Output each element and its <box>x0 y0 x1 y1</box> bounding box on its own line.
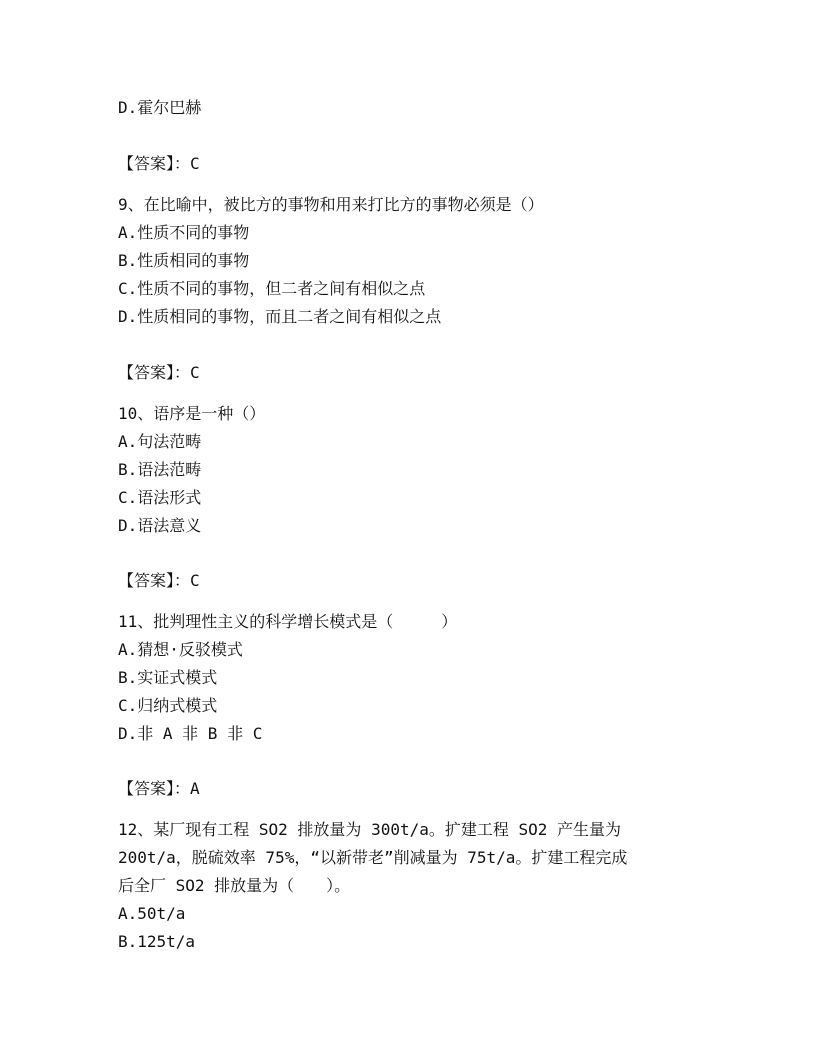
option-c-q9: C.性质不同的事物，但二者之间有相似之点 <box>118 279 426 298</box>
option-d-q11: D.非 A 非 B 非 C <box>118 724 263 743</box>
question-12-line-2: 200t/a，脱硫效率 75%，“以新带老”削减量为 75t/a。扩建工程完成 <box>118 848 628 867</box>
question-10: 10、语序是一种（） <box>118 404 266 423</box>
option-b-q9: B.性质相同的事物 <box>118 251 250 270</box>
option-a-q9: A.性质不同的事物 <box>118 223 250 242</box>
option-d-q8: D.霍尔巴赫 <box>118 98 202 117</box>
question-9: 9、在比喻中，被比方的事物和用来打比方的事物必须是（） <box>118 195 544 214</box>
option-b-q10: B.语法范畴 <box>118 460 202 479</box>
answer-q11: 【答案】：A <box>118 779 200 798</box>
option-d-q9: D.性质相同的事物，而且二者之间有相似之点 <box>118 307 442 326</box>
answer-q8: 【答案】：C <box>118 154 200 173</box>
option-b-q12: B.125t/a <box>118 932 196 951</box>
option-a-q10: A.句法范畴 <box>118 432 202 451</box>
option-c-q11: C.归纳式模式 <box>118 696 218 715</box>
question-11: 11、批判理性主义的科学增长模式是（ ） <box>118 612 458 631</box>
option-c-q10: C.语法形式 <box>118 488 202 507</box>
question-12-line-1: 12、某厂现有工程 SO2 排放量为 300t/a。扩建工程 SO2 产生量为 <box>118 820 622 839</box>
answer-q9: 【答案】：C <box>118 363 200 382</box>
option-a-q11: A.猜想·反驳模式 <box>118 640 243 659</box>
option-b-q11: B.实证式模式 <box>118 668 218 687</box>
option-d-q10: D.语法意义 <box>118 516 202 535</box>
answer-q10: 【答案】：C <box>118 571 200 590</box>
question-12-line-3: 后全厂 SO2 排放量为（ ）。 <box>118 876 351 895</box>
option-a-q12: A.50t/a <box>118 904 186 923</box>
